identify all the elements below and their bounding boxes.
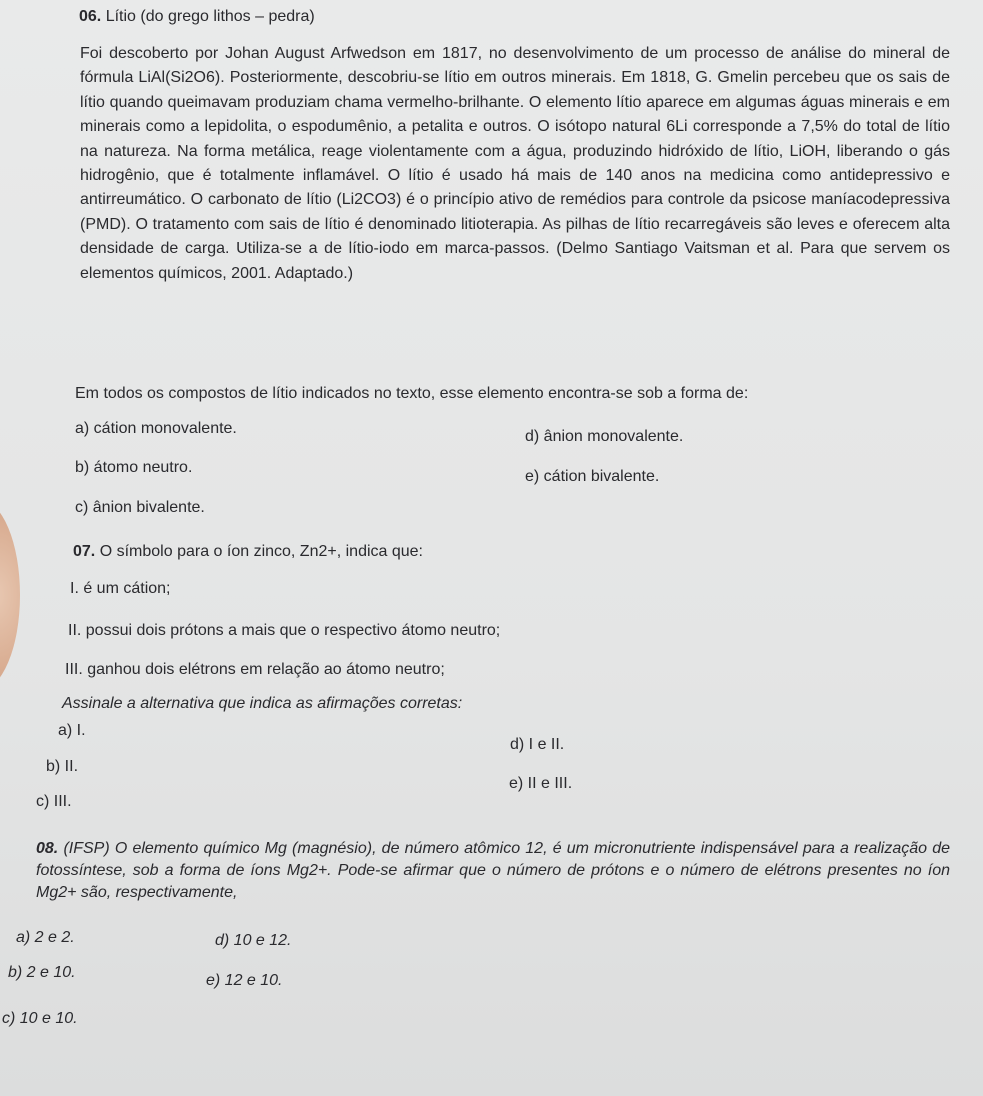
q07-statement-2: II. possui dois prótons a mais que o respectivo átomo neutro; bbox=[68, 622, 501, 639]
q08-body: (IFSP) O elemento químico Mg (magnésio), de número atômico 12, é um micronutriente indispensável para a realização de fotossíntese, sob a forma de íons Mg2+. Pode-se afirmar que o número de prótons e o número de elétrons presentes no íon Mg2+ são, respectivamente, bbox=[36, 840, 950, 901]
q08-option-e: e) 12 e 10. bbox=[206, 972, 283, 989]
q06-title-text: Lítio (do grego lithos – pedra) bbox=[105, 8, 315, 25]
q07-question: Assinale a alternativa que indica as afirmações corretas: bbox=[62, 695, 463, 712]
q06-option-c: c) ânion bivalente. bbox=[75, 499, 205, 516]
q06-option-e: e) cátion bivalente. bbox=[525, 468, 660, 485]
q06-question: Em todos os compostos de lítio indicados no texto, esse elemento encontra-se sob a forma de: bbox=[75, 385, 749, 402]
q08-text bbox=[36, 838, 950, 904]
q07-option-c: c) III. bbox=[36, 793, 72, 810]
q06-option-d: d) ânion monovalente. bbox=[525, 428, 684, 445]
q07-option-e: e) II e III. bbox=[509, 775, 573, 792]
q08-number: 08. bbox=[36, 840, 59, 857]
q07-number: 07. bbox=[73, 543, 96, 560]
q08-option-b: b) 2 e 10. bbox=[8, 964, 76, 981]
q07-title bbox=[73, 541, 423, 563]
q07-statement-1: I. é um cátion; bbox=[70, 580, 171, 597]
q07-option-a: a) I. bbox=[58, 722, 86, 739]
finger-shadow bbox=[0, 500, 20, 690]
q07-option-d: d) I e II. bbox=[510, 736, 565, 753]
q06-title bbox=[79, 6, 315, 28]
q06-number: 06. bbox=[79, 8, 102, 25]
q08-option-a: a) 2 e 2. bbox=[16, 929, 75, 946]
q07-title-text: O símbolo para o íon zinco, Zn2+, indica que: bbox=[99, 543, 423, 560]
q08-option-d: d) 10 e 12. bbox=[215, 932, 292, 949]
q07-statement-3: III. ganhou dois elétrons em relação ao átomo neutro; bbox=[65, 661, 445, 678]
q08-option-c: c) 10 e 10. bbox=[2, 1010, 78, 1027]
q06-paragraph: Foi descoberto por Johan August Arfwedson em 1817, no desenvolvimento de um processo de análise do mineral de fórmula LiAl(Si2O6). Posteriormente, descobriu-se lítio em outros minerais. Em 1818, G. Gmelin percebeu que os sais de lítio quando queimavam produziam chama vermelho-brilhante. O elemento lítio aparece em algumas águas minerais e em minerais como a lepidolita, o espodumênio, a petalita e outros. O isótopo natural 6Li corresponde a 7,5% do total de lítio na natureza. Na forma metálica, reage violentamente com a água, produzindo hidróxido de lítio, LiOH, liberando o gás hidrogênio, que é totalmente inflamável. O lítio é usado há mais de 140 anos na medicina como antidepressivo e antirreumático. O carbonato de lítio (Li2CO3) é o princípio ativo de remédios para controle da psicose maníacodepressiva (PMD). O tratamento com sais de lítio é denominado litioterapia. As pilhas de lítio recarregáveis são leves e oferecem alta densidade de carga. Utiliza-se a de lítio-iodo em marca-passos. (Delmo Santiago Vaitsman et al. Para que servem os elementos químicos, 2001. Adaptado.) bbox=[80, 45, 950, 282]
q07-option-b: b) II. bbox=[46, 758, 79, 775]
q06-option-a: a) cátion monovalente. bbox=[75, 420, 237, 437]
q06-option-b: b) átomo neutro. bbox=[75, 459, 193, 476]
